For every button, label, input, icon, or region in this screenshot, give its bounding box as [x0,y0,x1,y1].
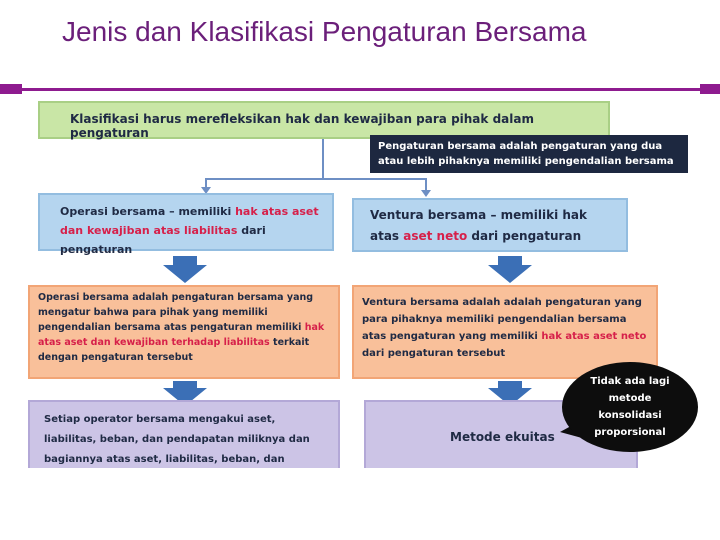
joint-venture-box [352,198,628,252]
joint-operation-definition-highlight: hak atas aset dan kewajiban terhadap liabilitas [38,322,325,348]
connector-right-drop [425,178,427,190]
callout-bubble [562,362,698,452]
arrow-right-1 [488,265,532,283]
joint-venture-highlight: aset neto [403,229,468,243]
connector-horizontal [205,178,427,180]
definition-note [370,135,688,173]
blank-slide-area [0,468,720,540]
equity-method-text: Metode ekuitas [450,430,555,444]
arrow-left-1 [163,265,207,283]
title-rule-right [700,84,720,94]
title-rule [0,88,720,91]
joint-operation-text-a: Operasi bersama – memiliki [60,205,236,218]
joint-operation-definition-box [28,285,340,379]
joint-venture-definition-highlight: hak atas aset neto [541,331,647,342]
joint-operation-definition-text-b: terkait dengan pengaturan tersebut [38,337,310,363]
connector-trunk [322,139,324,179]
joint-venture-definition-text-b: dari pengaturan tersebut [362,348,506,359]
top-classification-box [38,101,610,139]
callout-text: Tidak ada lagi metode konsolidasi proporsional [590,376,670,438]
joint-operation-recognition-text: Setiap operator bersama mengakui aset, liabilitas, beban, dan pendapatan miliknya dan bagiannya atas aset, liabilitas, beban, dan [44,414,310,465]
joint-venture-text-a: Ventura bersama – memiliki hak atas [370,208,588,243]
definition-note-text: Pengaturan bersama adalah pengaturan yang dua atau lebih pihaknya memiliki pengendalian bersama [378,141,674,167]
top-classification-text: Klasifikasi harus merefleksikan hak dan kewajiban para pihak dalam pengaturan [70,112,534,140]
joint-operation-text-b: dari pengaturan [60,224,266,256]
joint-venture-text-b: dari pengaturan [467,229,582,243]
joint-venture-definition-text-a: Ventura bersama adalah adalah pengaturan yang para pihaknya memiliki pengendalian bersama atas pengaturan yang memiliki [362,297,642,342]
slide-title: Jenis dan Klasifikasi Pengaturan Bersama [62,16,587,47]
joint-operation-box [38,193,334,256]
joint-operation-highlight: hak atas aset dan kewajiban atas liabilitas [60,205,319,237]
joint-operation-definition-text-a: Operasi bersama adalah pengaturan bersama yang mengatur bahwa para pihak yang memiliki pengendalian bersama atas pengaturan memiliki [38,292,314,333]
connector-right-arrowhead [421,190,431,197]
